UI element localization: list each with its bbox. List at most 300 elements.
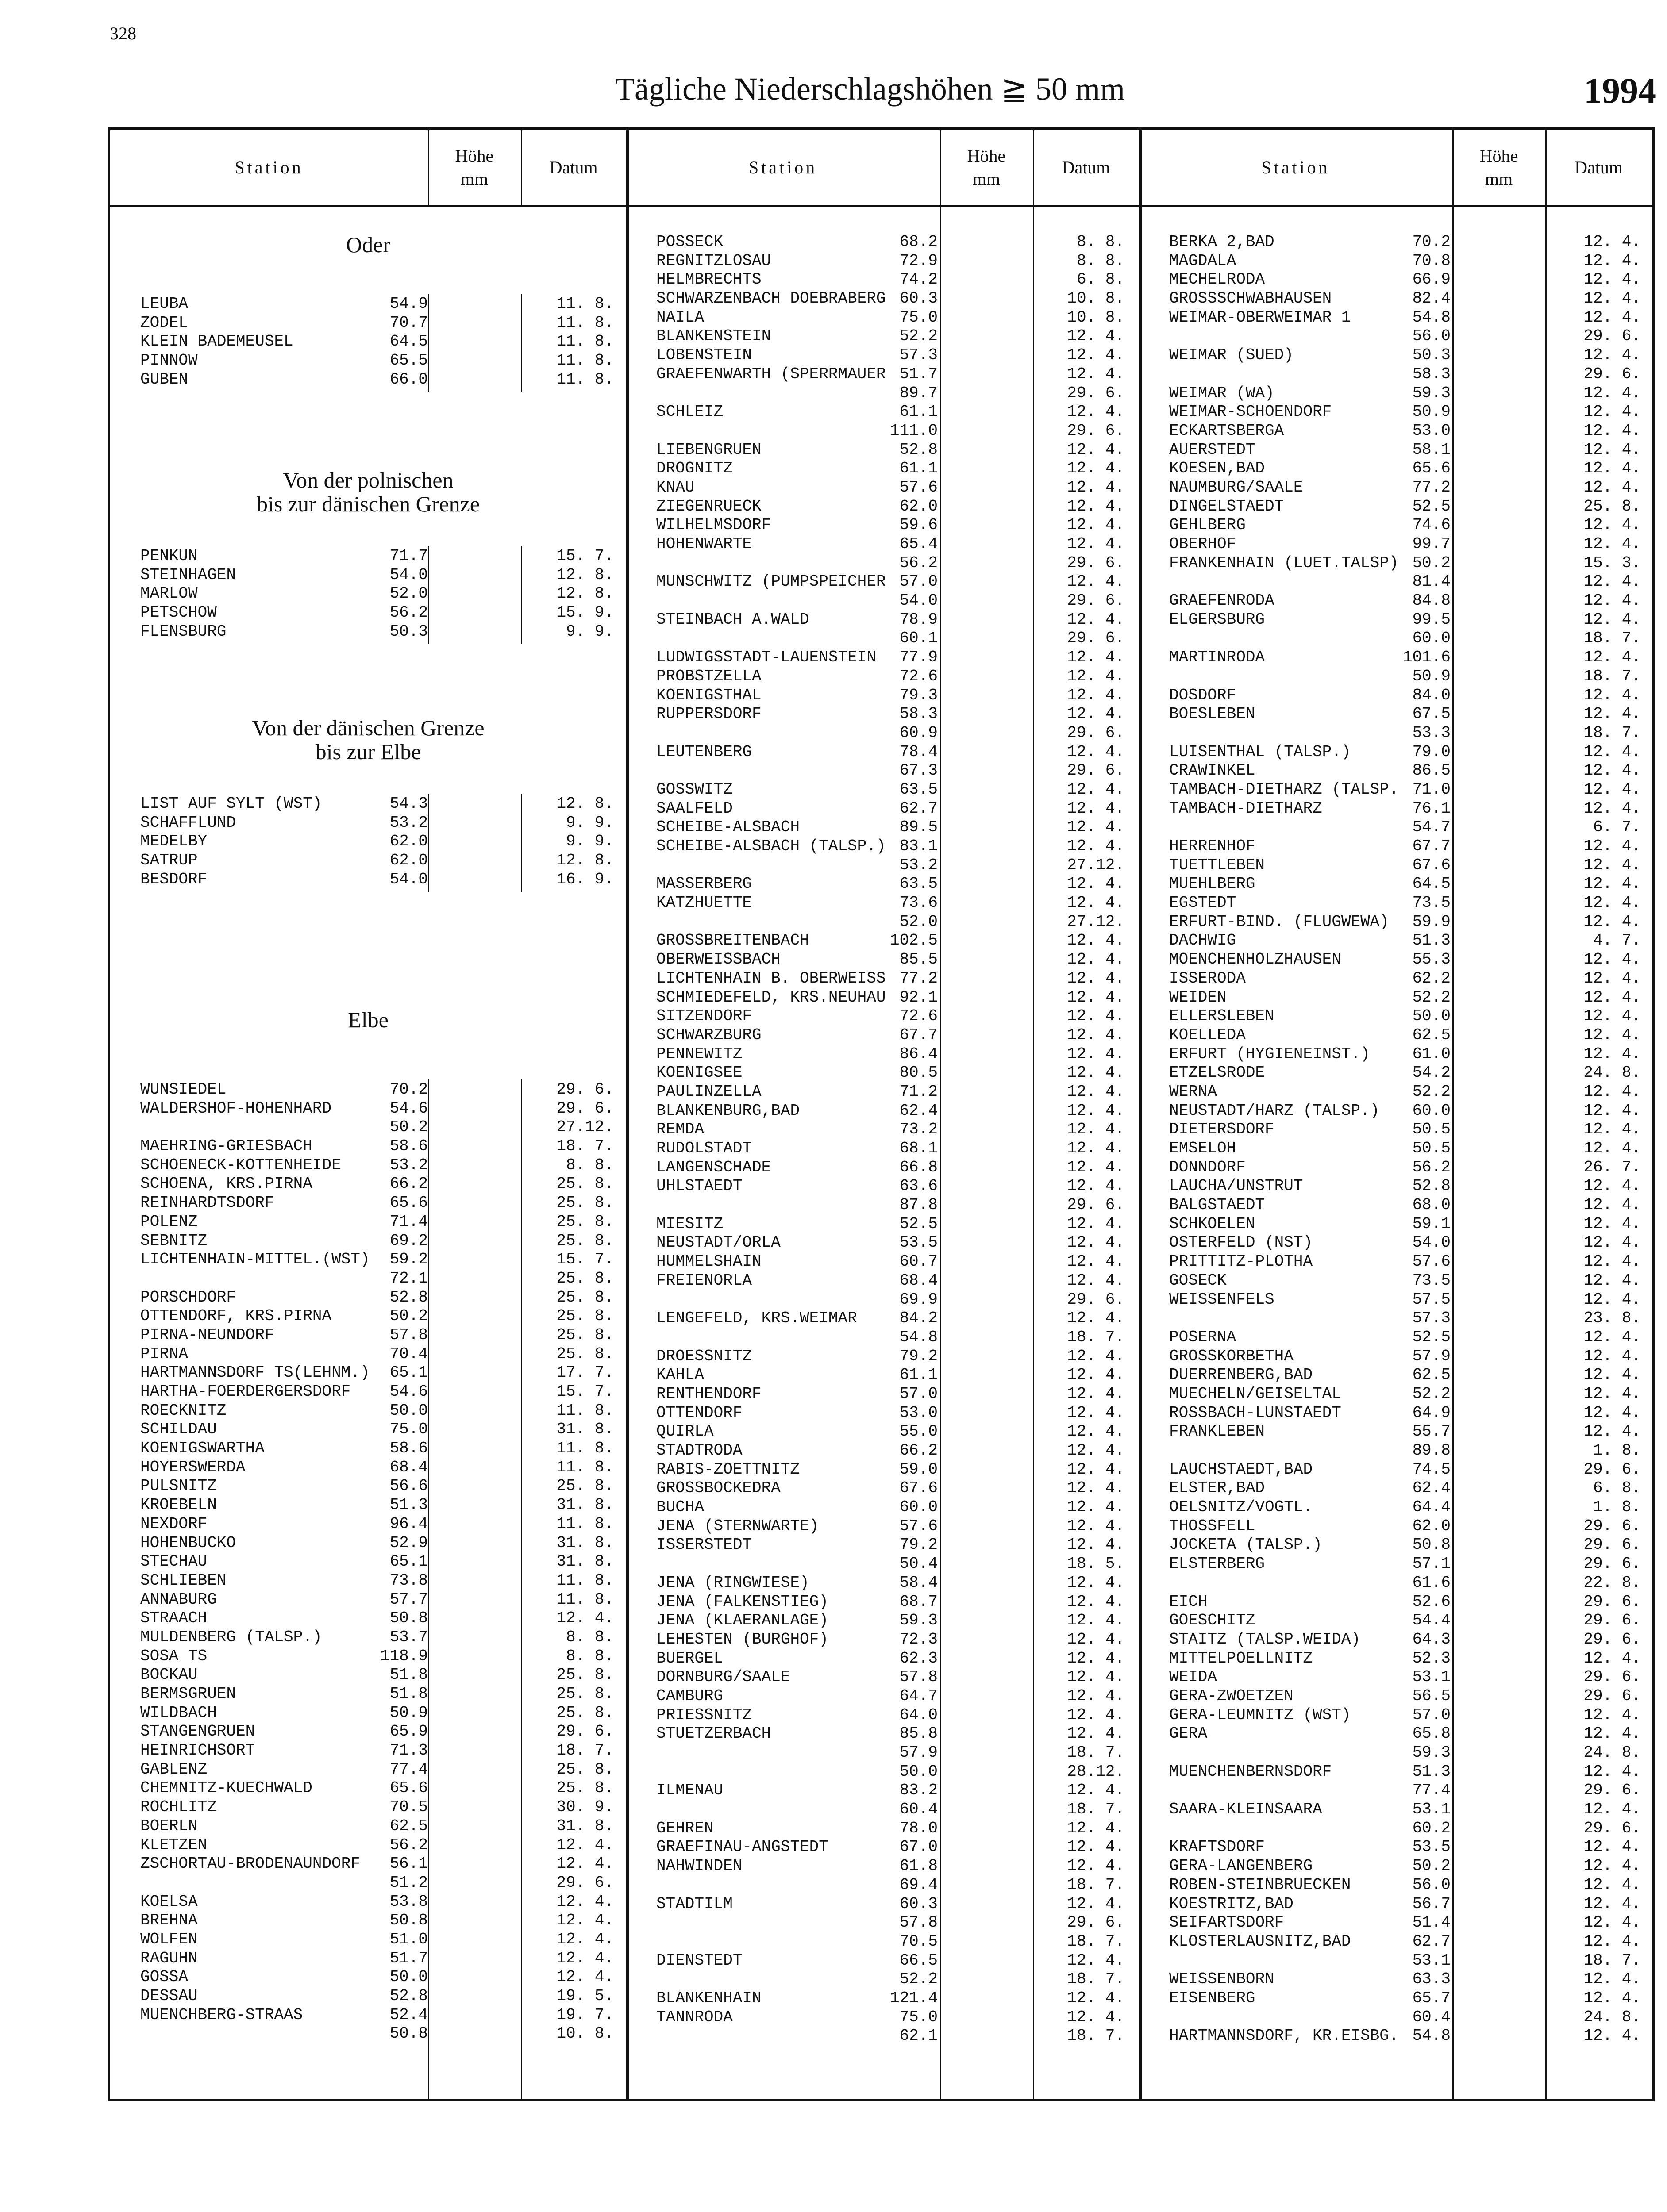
- table-row: [656, 1989, 1136, 2008]
- datum-value: 12. 4.: [1583, 1214, 1641, 1233]
- table-row: [1169, 1555, 1649, 1574]
- station-name: PORSCHDORF: [140, 1288, 236, 1306]
- hoehe-value: 52.8: [389, 1288, 428, 1306]
- table-row: [1169, 1252, 1649, 1271]
- station-name: HARTHA-FOERDERGERSDORF: [140, 1382, 351, 1401]
- station-name: PETSCHOW: [140, 603, 217, 622]
- datum-value: 12. 4.: [1067, 459, 1124, 478]
- hoehe-value: 59.3: [1412, 384, 1451, 402]
- datum-value: 29. 6.: [1583, 1592, 1641, 1611]
- hoehe-value: 51.3: [1412, 1762, 1451, 1781]
- station-name: ISSERSTEDT: [656, 1536, 752, 1554]
- table-row: [1169, 1838, 1649, 1857]
- hoehe-value: 62.2: [1412, 969, 1451, 987]
- hoehe-value: 66.2: [389, 1175, 428, 1193]
- hoehe-value: 73.5: [1412, 894, 1451, 912]
- hoehe-value: 84.2: [899, 1309, 938, 1328]
- table-row: [140, 351, 623, 370]
- hoehe-value: 52.8: [389, 1987, 428, 2005]
- hoehe-value: 60.0: [1412, 629, 1451, 648]
- hoehe-value: 56.1: [389, 1855, 428, 1873]
- hoehe-value: 64.9: [1412, 1403, 1451, 1422]
- hoehe-value: 53.1: [1412, 1668, 1451, 1686]
- table-row: [140, 1987, 623, 2006]
- station-name: HELMBRECHTS: [656, 270, 762, 289]
- datum-value: 31. 8.: [556, 1420, 614, 1439]
- table-row: [656, 1763, 1136, 1782]
- table-row: [140, 2024, 623, 2043]
- hoehe-value: 60.3: [899, 289, 938, 308]
- table-row: [1169, 1932, 1649, 1951]
- table-row: [1169, 1347, 1649, 1366]
- table-row: [656, 1876, 1136, 1895]
- datum-value: 29. 6.: [1067, 1290, 1124, 1309]
- station-name: STECHAU: [140, 1552, 208, 1571]
- table-row: [140, 1647, 623, 1666]
- table-row: [1169, 1724, 1649, 1743]
- hoehe-value: 64.5: [1412, 875, 1451, 893]
- datum-value: 29. 6.: [1583, 1460, 1641, 1479]
- page-title: Tägliche Niederschlagshöhen ≧ 50 mm: [615, 71, 1125, 107]
- station-name: KOESTRITZ,BAD: [1169, 1894, 1294, 1913]
- table-row: [140, 1817, 623, 1836]
- table-row: [140, 566, 623, 585]
- station-name: HARTMANNSDORF TS(LEHNM.): [140, 1363, 370, 1382]
- datum-value: 25. 8.: [556, 1307, 614, 1325]
- hoehe-value: 65.6: [389, 1194, 428, 1212]
- datum-value: 12. 4.: [1067, 1724, 1124, 1743]
- datum-value: 12. 4.: [1583, 535, 1641, 553]
- station-list-oder: [140, 295, 623, 389]
- station-name: ROSSBACH-LUNSTAEDT: [1169, 1403, 1341, 1422]
- table-row: [656, 648, 1136, 667]
- hoehe-value: 53.1: [1412, 1951, 1451, 1970]
- table-row: [656, 931, 1136, 950]
- hoehe-value: 53.5: [1412, 1838, 1451, 1856]
- datum-value: 12. 4.: [1583, 1139, 1641, 1157]
- table-row: [656, 629, 1136, 648]
- page-number: 328: [110, 23, 136, 43]
- table-row: [1169, 497, 1649, 516]
- datum-value: 12. 4.: [1583, 1007, 1641, 1025]
- station-name: GEHLBERG: [1169, 516, 1246, 534]
- station-name: BUERGEL: [656, 1649, 724, 1667]
- datum-value: 11. 8.: [556, 1458, 614, 1476]
- station-name: GOSSA: [140, 1968, 189, 1986]
- datum-value: 12. 4.: [1067, 478, 1124, 496]
- datum-value: 12. 4.: [1583, 1233, 1641, 1252]
- station-name: BLANKENBURG,BAD: [656, 1101, 800, 1120]
- station-name: SCHOENA, KRS.PIRNA: [140, 1175, 312, 1193]
- station-name: HEINRICHSORT: [140, 1741, 255, 1760]
- station-name: KRAFTSDORF: [1169, 1838, 1265, 1856]
- hoehe-value: 57.0: [899, 1384, 938, 1403]
- hoehe-value: 52.2: [899, 1970, 938, 1989]
- table-row: [656, 988, 1136, 1007]
- datum-value: 29. 6.: [556, 1722, 614, 1741]
- station-name: KOENIGSTHAL: [656, 686, 762, 704]
- station-name: SCHEIBE-ALSBACH: [656, 818, 800, 837]
- hoehe-value: 55.7: [1412, 1422, 1451, 1441]
- datum-value: 12. 4.: [1067, 1951, 1124, 1970]
- table-row: [1169, 837, 1649, 856]
- hoehe-value: 50.0: [389, 1968, 428, 1986]
- table-row: [140, 584, 623, 603]
- hoehe-value: 79.2: [899, 1347, 938, 1365]
- hoehe-value: 54.8: [1412, 2027, 1451, 2045]
- table-row: [140, 1590, 623, 1609]
- hoehe-value: 64.3: [1412, 1630, 1451, 1648]
- table-row: [656, 535, 1136, 554]
- hoehe-value: 80.5: [899, 1064, 938, 1082]
- datum-value: 18. 7.: [1583, 629, 1641, 648]
- datum-value: 12. 4.: [1583, 2027, 1641, 2045]
- datum-value: 12. 4.: [1067, 1045, 1124, 1063]
- station-name: SCHLIEBEN: [140, 1571, 227, 1590]
- table-row: [140, 1345, 623, 1364]
- datum-value: 12. 4.: [1583, 459, 1641, 478]
- table-row: [656, 1177, 1136, 1196]
- hoehe-value: 57.0: [899, 572, 938, 591]
- station-name: WEIMAR-OBERWEIMAR 1: [1169, 308, 1351, 326]
- hoehe-value: 68.2: [899, 233, 938, 251]
- datum-value: 12. 4.: [1583, 1045, 1641, 1063]
- datum-value: 12. 4.: [1067, 1158, 1124, 1176]
- hoehe-value: 70.4: [389, 1344, 428, 1363]
- datum-value: 12. 4.: [1583, 1724, 1641, 1743]
- hoehe-value: 63.5: [899, 875, 938, 893]
- datum-value: 18. 7.: [1067, 1743, 1124, 1762]
- hoehe-value: 71.2: [899, 1082, 938, 1101]
- hoehe-value: 65.1: [389, 1363, 428, 1382]
- table-row: [1169, 1385, 1649, 1404]
- datum-value: 18. 5.: [1067, 1555, 1124, 1573]
- table-row: [140, 1552, 623, 1571]
- hoehe-value: 50.8: [389, 2024, 428, 2043]
- table-row: [1169, 2027, 1649, 2046]
- datum-value: 24. 8.: [1583, 1743, 1641, 1762]
- table-row: [656, 686, 1136, 705]
- table-row: [140, 1288, 623, 1307]
- hoehe-value: 52.0: [899, 912, 938, 931]
- datum-value: 12. 4.: [1067, 1611, 1124, 1630]
- datum-value: 25. 8.: [556, 1212, 614, 1231]
- hoehe-value: 85.5: [899, 950, 938, 969]
- hoehe-value: 67.3: [899, 761, 938, 780]
- station-name: WILHELMSDORF: [656, 516, 771, 534]
- hoehe-value: 52.8: [1412, 1177, 1451, 1195]
- datum-value: 12. 4.: [1583, 1800, 1641, 1819]
- hoehe-value: 118.9: [380, 1647, 428, 1665]
- table-row: [1169, 1951, 1649, 1970]
- station-name: KOENIGSEE: [656, 1064, 743, 1082]
- table-row: [1169, 308, 1649, 327]
- hoehe-value: 62.0: [899, 497, 938, 515]
- station-name: ELSTERBERG: [1169, 1555, 1265, 1573]
- table-row: [1169, 591, 1649, 611]
- datum-value: 12. 8.: [556, 851, 614, 870]
- hoehe-value: 51.0: [389, 1930, 428, 1948]
- hoehe-value: 54.8: [899, 1328, 938, 1346]
- hoehe-value: 51.7: [899, 365, 938, 383]
- table-row: [1169, 384, 1649, 403]
- hoehe-value: 51.8: [389, 1685, 428, 1703]
- table-row: [1169, 1536, 1649, 1555]
- station-name: OELSNITZ/VOGTL.: [1169, 1498, 1313, 1517]
- datum-value: 15. 9.: [556, 603, 614, 622]
- datum-value: 25. 8.: [556, 1703, 614, 1722]
- datum-value: 12. 4.: [1583, 761, 1641, 780]
- datum-value: 12. 4.: [1583, 572, 1641, 591]
- datum-value: 12. 4.: [1583, 1932, 1641, 1951]
- datum-value: 10. 8.: [1067, 289, 1124, 308]
- station-name: WOLFEN: [140, 1930, 198, 1948]
- table-row: [140, 1250, 623, 1269]
- hoehe-value: 86.5: [1412, 761, 1451, 780]
- datum-value: 11. 8.: [556, 295, 614, 313]
- hoehe-value: 62.5: [1412, 1366, 1451, 1384]
- hoehe-value: 52.6: [1412, 1592, 1451, 1611]
- block-divider: [626, 130, 629, 2099]
- hoehe-value: 57.1: [1412, 1555, 1451, 1573]
- datum-value: 12. 4.: [1067, 1403, 1124, 1422]
- datum-value: 29. 6.: [1067, 723, 1124, 742]
- hoehe-value: 50.3: [389, 622, 428, 641]
- station-name: EMSELOH: [1169, 1139, 1236, 1157]
- hoehe-value: 99.5: [1412, 610, 1451, 629]
- hoehe-value: 77.2: [899, 969, 938, 987]
- table-row: [656, 950, 1136, 969]
- hoehe-value: 51.7: [389, 1949, 428, 1967]
- datum-value: 12. 4.: [1067, 1536, 1124, 1554]
- datum-value: 25. 8.: [556, 1231, 614, 1250]
- datum-value: 31. 8.: [556, 1533, 614, 1552]
- station-name: BLANKENSTEIN: [656, 327, 771, 346]
- hoehe-value: 52.4: [389, 2005, 428, 2024]
- table-row: [656, 894, 1136, 913]
- table-row: [1169, 1120, 1649, 1139]
- table-row: [1169, 554, 1649, 573]
- table-row: [140, 1949, 623, 1968]
- datum-value: 29. 6.: [1067, 761, 1124, 780]
- header-hoehe-1: Höhe mm: [455, 146, 494, 189]
- hoehe-value: 71.4: [389, 1212, 428, 1231]
- table-row: [656, 308, 1136, 327]
- hoehe-value: 92.1: [899, 988, 938, 1006]
- datum-value: 12. 4.: [1067, 1384, 1124, 1403]
- hoehe-value: 54.2: [1412, 1064, 1451, 1082]
- hoehe-value: 64.7: [899, 1686, 938, 1705]
- hoehe-value: 65.1: [389, 1552, 428, 1571]
- table-row: [656, 497, 1136, 516]
- station-name: ELGERSBURG: [1169, 610, 1265, 629]
- table-row: [140, 1798, 623, 1817]
- hoehe-value: 57.8: [899, 1668, 938, 1686]
- datum-value: 12. 4.: [1067, 497, 1124, 515]
- hoehe-value: 50.0: [899, 1762, 938, 1781]
- station-name: GROSSBOCKEDRA: [656, 1479, 781, 1498]
- table-row: [656, 1158, 1136, 1177]
- station-name: GERA-LEUMNITZ (WST): [1169, 1705, 1351, 1724]
- station-name: SCHILDAU: [140, 1420, 217, 1439]
- table-row: [1169, 1668, 1649, 1687]
- datum-value: 12. 4.: [1583, 1196, 1641, 1214]
- hoehe-value: 54.7: [1412, 818, 1451, 837]
- table-row: [140, 622, 623, 641]
- datum-value: 12. 4.: [1067, 1668, 1124, 1686]
- datum-value: 12. 4.: [1067, 742, 1124, 761]
- hoehe-value: 56.2: [389, 603, 428, 622]
- table-row: [1169, 705, 1649, 724]
- table-row: [656, 913, 1136, 932]
- datum-value: 12. 4.: [1067, 1460, 1124, 1479]
- station-name: CHEMNITZ-KUECHWALD: [140, 1779, 312, 1797]
- hoehe-value: 59.1: [1412, 1214, 1451, 1233]
- hoehe-value: 56.0: [1412, 1875, 1451, 1894]
- station-name: WERNA: [1169, 1082, 1217, 1101]
- station-name: PIRNA-NEUNDORF: [140, 1325, 274, 1344]
- station-name: RUPPERSDORF: [656, 705, 762, 723]
- table-row: [140, 870, 623, 889]
- station-name: MARLOW: [140, 584, 198, 603]
- datum-value: 12. 4.: [1583, 591, 1641, 610]
- station-name: SITZENDORF: [656, 1007, 752, 1025]
- station-name: MITTELPOELLNITZ: [1169, 1649, 1313, 1667]
- datum-value: 12. 4.: [1067, 1233, 1124, 1252]
- hoehe-value: 57.6: [899, 478, 938, 496]
- hoehe-value: 50.5: [1412, 1120, 1451, 1139]
- station-name: DESSAU: [140, 1987, 198, 2005]
- datum-value: 12. 4.: [1067, 799, 1124, 818]
- station-name: JENA (RINGWIESE): [656, 1573, 809, 1592]
- datum-value: 12. 4.: [1067, 2008, 1124, 2026]
- datum-value: 23. 8.: [1583, 1309, 1641, 1328]
- hoehe-value: 79.2: [899, 1536, 938, 1554]
- table-row: [656, 1271, 1136, 1290]
- station-name: GRAEFENWARTH (SPERRMAUER: [656, 365, 886, 383]
- table-row: [140, 1420, 623, 1439]
- table-row: [656, 724, 1136, 743]
- hoehe-value: 59.9: [1412, 912, 1451, 931]
- hoehe-value: 61.0: [1412, 1045, 1451, 1063]
- table-row: [1169, 1045, 1649, 1064]
- table-row: [1169, 894, 1649, 913]
- station-name: PENNEWITZ: [656, 1045, 743, 1063]
- table-row: [1169, 441, 1649, 460]
- table-row: [656, 233, 1136, 252]
- table-row: [1169, 1479, 1649, 1498]
- station-name: WALDERSHOF-HOHENHARD: [140, 1099, 332, 1118]
- hoehe-value: 87.8: [899, 1196, 938, 1214]
- hoehe-value: 84.8: [1412, 591, 1451, 610]
- hoehe-value: 77.4: [389, 1760, 428, 1778]
- datum-value: 12. 4.: [1583, 837, 1641, 855]
- table-row: [1169, 1913, 1649, 1932]
- hoehe-value: 57.7: [389, 1590, 428, 1609]
- datum-value: 8. 8.: [1076, 251, 1124, 270]
- table-row: [140, 832, 623, 851]
- station-name: SCHWARZBURG: [656, 1025, 762, 1044]
- hoehe-value: 50.2: [1412, 1857, 1451, 1875]
- datum-value: 31. 8.: [556, 1496, 614, 1514]
- datum-value: 12. 4.: [1583, 1875, 1641, 1894]
- hoehe-value: 73.6: [899, 894, 938, 912]
- table-row: [656, 1120, 1136, 1139]
- hoehe-value: 57.3: [899, 346, 938, 365]
- datum-value: 12. 4.: [1583, 1290, 1641, 1309]
- hoehe-value: 51.3: [1412, 931, 1451, 950]
- hoehe-value: 62.7: [899, 799, 938, 818]
- hoehe-value: 67.6: [899, 1479, 938, 1498]
- hoehe-value: 64.4: [1412, 1498, 1451, 1517]
- datum-value: 12. 4.: [1067, 1252, 1124, 1271]
- table-row: [140, 795, 623, 814]
- hoehe-value: 56.0: [1412, 327, 1451, 346]
- datum-value: 12. 4.: [1067, 516, 1124, 534]
- datum-value: 9. 9.: [566, 832, 614, 851]
- datum-value: 12. 4.: [1067, 1139, 1124, 1157]
- datum-value: 11. 8.: [556, 370, 614, 388]
- datum-value: 12. 4.: [1583, 270, 1641, 289]
- datum-value: 24. 8.: [1583, 1064, 1641, 1082]
- hoehe-value: 76.1: [1412, 799, 1451, 818]
- table-row: [1169, 629, 1649, 648]
- hoehe-value: 71.0: [1412, 780, 1451, 799]
- hoehe-value: 52.2: [1412, 988, 1451, 1006]
- station-name: BOCKAU: [140, 1666, 198, 1684]
- datum-value: 27.12.: [556, 1118, 614, 1137]
- table-row: [656, 478, 1136, 497]
- table-row: [656, 1064, 1136, 1083]
- datum-value: 6. 8.: [1076, 270, 1124, 289]
- station-name: SCHWARZENBACH DOEBRABERG: [656, 289, 886, 308]
- station-name: POLENZ: [140, 1212, 198, 1231]
- table-row: [656, 1196, 1136, 1215]
- table-row: [140, 1874, 623, 1893]
- station-name: MAEHRING-GRIESBACH: [140, 1137, 312, 1156]
- datum-value: 12. 4.: [1067, 1366, 1124, 1384]
- hoehe-value: 77.2: [1412, 478, 1451, 496]
- station-name: GOSSWITZ: [656, 780, 733, 799]
- datum-value: 30. 9.: [556, 1798, 614, 1816]
- table-row: [140, 814, 623, 833]
- table-row: [140, 332, 623, 351]
- table-row: [656, 856, 1136, 875]
- datum-value: 9. 9.: [566, 813, 614, 832]
- datum-value: 29. 6.: [1067, 421, 1124, 440]
- datum-value: 12. 4.: [1067, 931, 1124, 950]
- hoehe-value: 65.7: [1412, 1989, 1451, 2007]
- station-name: ETZELSRODE: [1169, 1064, 1265, 1082]
- hoehe-value: 66.5: [899, 1951, 938, 1970]
- station-name: STADTILM: [656, 1894, 733, 1913]
- station-name: PRIESSNITZ: [656, 1705, 752, 1724]
- station-name: GOSECK: [1169, 1271, 1227, 1290]
- station-name: MUENCHENBERNSDORF: [1169, 1762, 1332, 1781]
- station-name: LEUTENBERG: [656, 742, 752, 761]
- datum-value: 12. 4.: [1067, 346, 1124, 365]
- table-row: [1169, 1970, 1649, 1989]
- table-row: [1169, 724, 1649, 743]
- table-row: [1169, 950, 1649, 969]
- hoehe-value: 75.0: [899, 308, 938, 326]
- datum-value: 29. 6.: [1583, 1536, 1641, 1554]
- hoehe-value: 61.1: [899, 403, 938, 421]
- header-rule: [110, 205, 1652, 207]
- station-name: CAMBURG: [656, 1686, 724, 1705]
- station-name: DROESSNITZ: [656, 1347, 752, 1365]
- station-name: NAHWINDEN: [656, 1857, 743, 1875]
